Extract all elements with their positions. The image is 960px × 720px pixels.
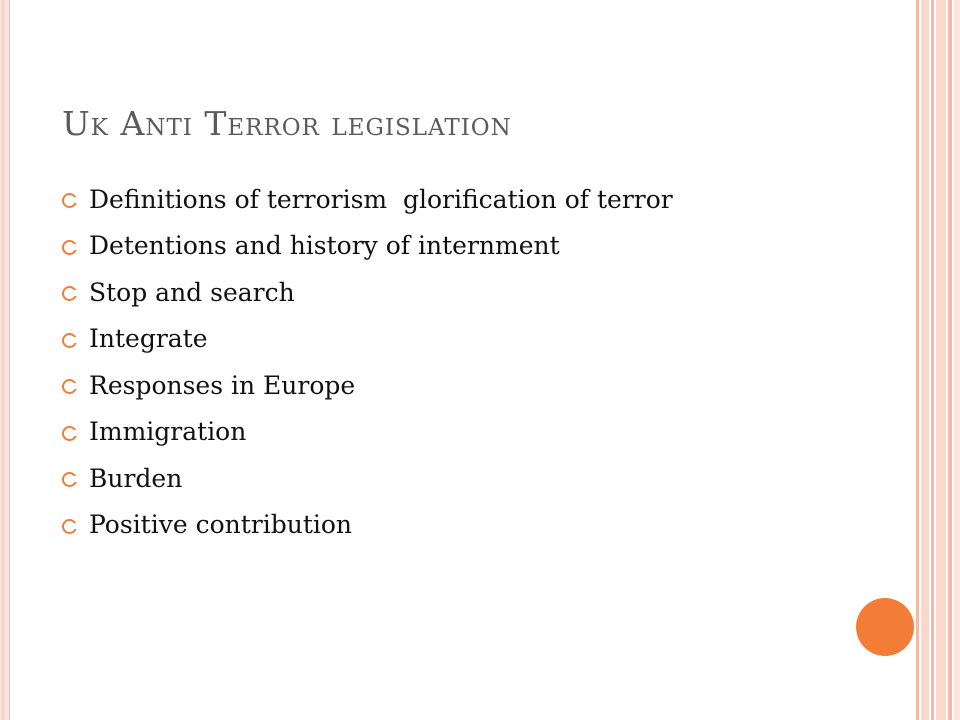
bullet-ring-icon xyxy=(62,519,77,534)
bullet-item xyxy=(62,362,673,409)
bullet-item xyxy=(62,269,673,316)
bullet-item xyxy=(62,455,673,502)
stripe xyxy=(921,0,929,720)
stripe xyxy=(954,0,960,720)
left-border-decoration xyxy=(0,0,10,720)
bullet-ring-icon xyxy=(62,240,77,255)
bullet-text: Integrate xyxy=(89,324,208,354)
orange-circle-decoration xyxy=(856,598,914,656)
bullet-text: Stop and search xyxy=(89,277,295,307)
bullet-ring-icon xyxy=(62,379,77,394)
bullet-text: Burden xyxy=(89,463,183,493)
bullet-text: Responses in Europe xyxy=(89,370,356,400)
bullet-ring-icon xyxy=(62,472,77,487)
bullet-text: Detentions and history of internment xyxy=(89,231,560,261)
bullet-item xyxy=(62,316,673,363)
stripe xyxy=(936,0,946,720)
bullet-ring-icon xyxy=(62,333,77,348)
bullet-ring-icon xyxy=(62,426,77,441)
bullet-item xyxy=(62,502,673,549)
right-stripes-decoration xyxy=(916,0,960,720)
slide-title: Uk Anti Terror legislation xyxy=(62,104,512,143)
stripe xyxy=(931,0,934,720)
bullet-ring-icon xyxy=(62,286,77,301)
bullet-text: Immigration xyxy=(89,417,247,447)
bullet-item xyxy=(62,223,673,270)
bullet-item xyxy=(62,176,673,223)
stripe xyxy=(948,0,952,720)
stripe xyxy=(916,0,919,720)
bullet-item xyxy=(62,409,673,456)
bullet-list xyxy=(62,176,673,548)
bullet-text: Definitions of terrorism glorification of terror xyxy=(89,184,673,214)
bullet-ring-icon xyxy=(62,193,77,208)
bullet-text: Positive contribution xyxy=(89,510,353,540)
